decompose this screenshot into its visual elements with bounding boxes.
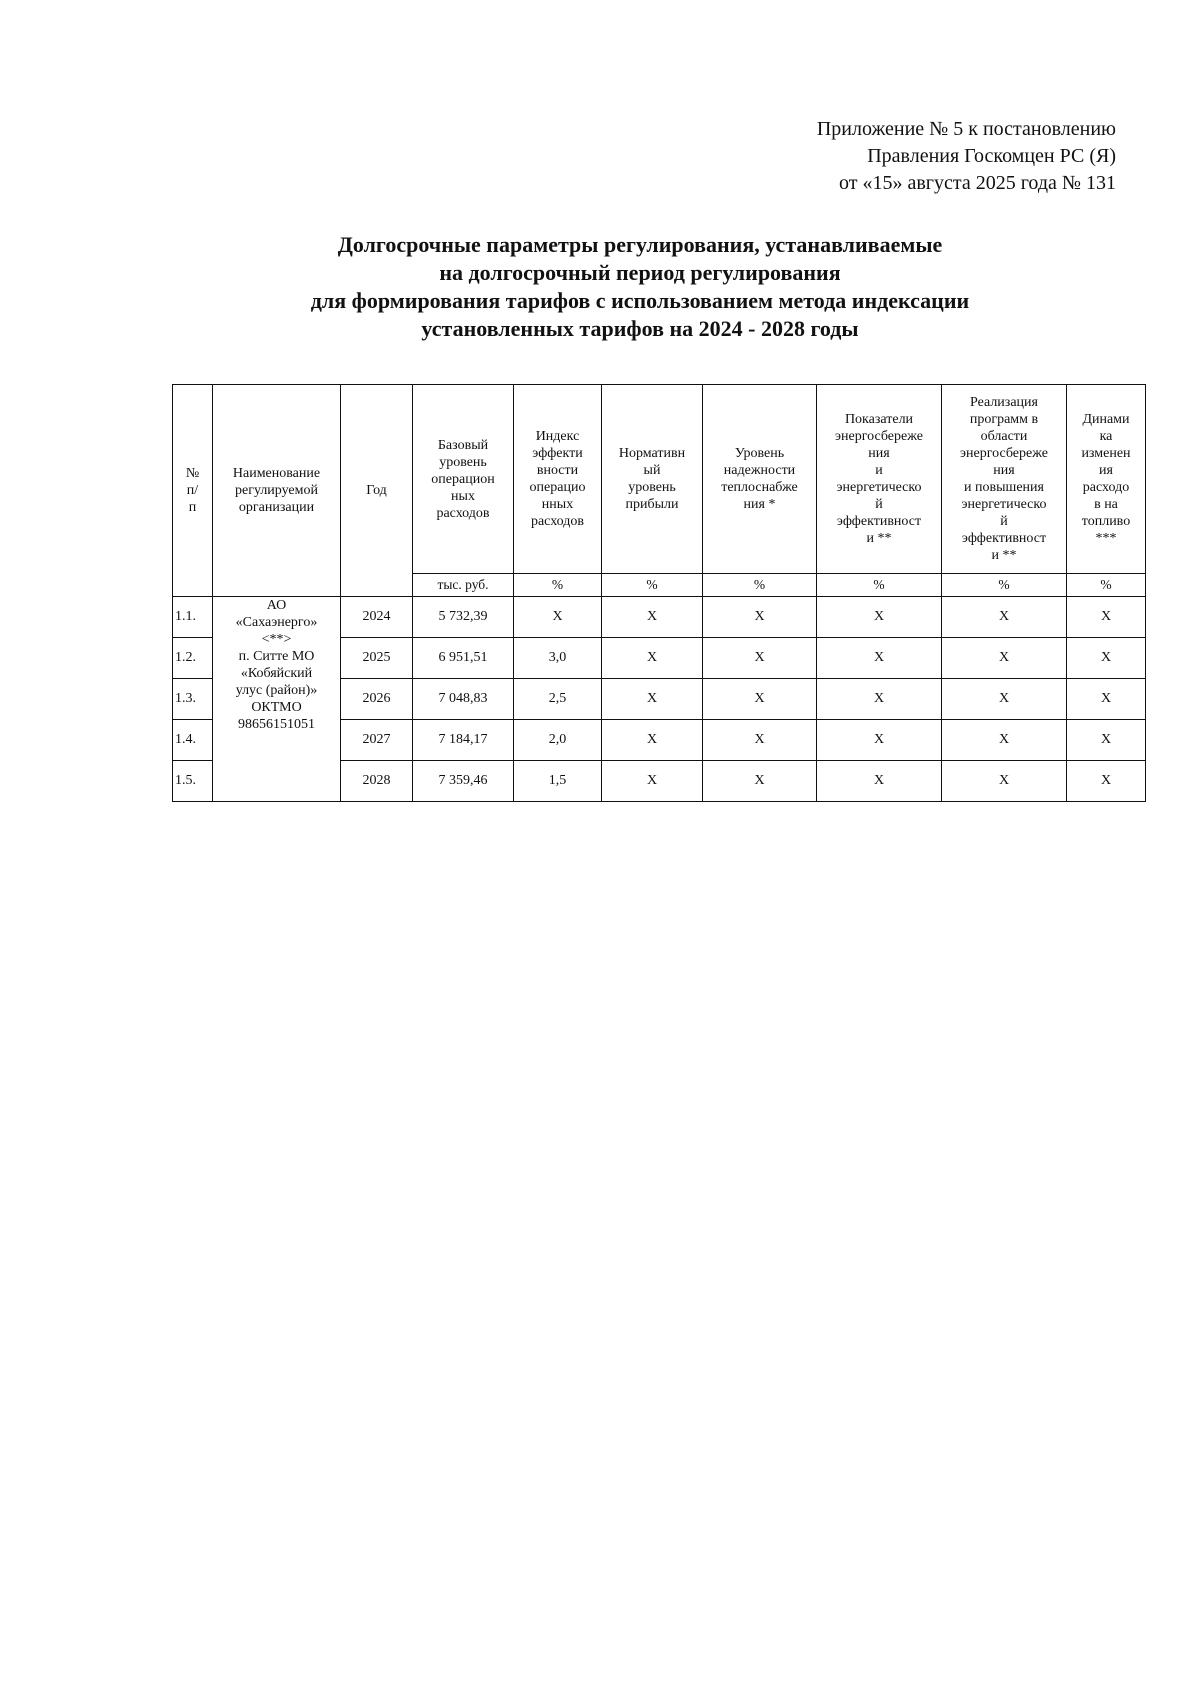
appendix-line: Приложение № 5 к постановлению — [816, 118, 1116, 140]
table-row — [173, 597, 1146, 638]
document-title — [170, 231, 1110, 343]
unit-energy-saving: % — [817, 574, 942, 597]
row-reliability: X — [703, 597, 817, 638]
header-efficiency-index: Индекс эффекти вности операцио нных расходов — [514, 385, 602, 574]
row-programs: X — [942, 720, 1067, 761]
row-energy-saving: X — [817, 679, 942, 720]
row-profit-level: X — [602, 761, 703, 802]
row-index: 1.2. — [173, 638, 213, 679]
row-fuel-dynamics: X — [1067, 597, 1146, 638]
header-row — [173, 385, 1146, 574]
unit-profit-level: % — [602, 574, 703, 597]
row-index: 1.1. — [173, 597, 213, 638]
row-fuel-dynamics: X — [1067, 720, 1146, 761]
title-line: Долгосрочные параметры регулирования, устанавливаемые — [337, 232, 943, 257]
row-profit-level: X — [602, 720, 703, 761]
row-fuel-dynamics: X — [1067, 679, 1146, 720]
title-line: установленных тарифов на 2024 - 2028 годы — [421, 316, 859, 341]
row-year: 2027 — [341, 720, 413, 761]
header-reliability: Уровень надежности теплоснабже ния * — [703, 385, 817, 574]
row-year: 2026 — [341, 679, 413, 720]
row-fuel-dynamics: X — [1067, 638, 1146, 679]
row-base-opex: 7 184,17 — [413, 720, 514, 761]
row-reliability: X — [703, 638, 817, 679]
row-efficiency-index: 2,5 — [514, 679, 602, 720]
appendix-line: от «15» августа 2025 года № 131 — [838, 172, 1116, 194]
row-energy-saving: X — [817, 638, 942, 679]
row-efficiency-index: X — [514, 597, 602, 638]
header-profit-level: Нормативн ый уровень прибыли — [602, 385, 703, 574]
row-reliability: X — [703, 720, 817, 761]
row-profit-level: X — [602, 597, 703, 638]
header-energy-saving: Показатели энергосбереже ния и энергетическо й эффективност и ** — [817, 385, 942, 574]
row-year: 2024 — [341, 597, 413, 638]
row-programs: X — [942, 597, 1067, 638]
unit-fuel-dynamics: % — [1067, 574, 1146, 597]
appendix-line: Правления Госкомцен РС (Я) — [867, 145, 1116, 167]
title-line: для формирования тарифов с использованием метода индексации — [310, 288, 970, 313]
row-programs: X — [942, 679, 1067, 720]
row-efficiency-index: 2,0 — [514, 720, 602, 761]
header-organization: Наименование регулируемой организации — [213, 385, 341, 597]
row-programs: X — [942, 761, 1067, 802]
header-programs: Реализация программ в области энергосбереже ния и повышения энергетическо й эффективност и ** — [942, 385, 1067, 574]
unit-base-opex: тыс. руб. — [413, 574, 514, 597]
row-efficiency-index: 1,5 — [514, 761, 602, 802]
unit-programs: % — [942, 574, 1067, 597]
header-base-opex: Базовый уровень операцион ных расходов — [413, 385, 514, 574]
header-year: Год — [341, 385, 413, 597]
row-base-opex: 5 732,39 — [413, 597, 514, 638]
row-energy-saving: X — [817, 597, 942, 638]
row-programs: X — [942, 638, 1067, 679]
row-fuel-dynamics: X — [1067, 761, 1146, 802]
header-fuel-dynamics: Динами ка изменен ия расходо в на топливо *** — [1067, 385, 1146, 574]
row-index: 1.3. — [173, 679, 213, 720]
row-efficiency-index: 3,0 — [514, 638, 602, 679]
row-index: 1.5. — [173, 761, 213, 802]
header-index: № п/ п — [173, 385, 213, 597]
row-year: 2025 — [341, 638, 413, 679]
row-energy-saving: X — [817, 761, 942, 802]
row-year: 2028 — [341, 761, 413, 802]
title-line: на долгосрочный период регулирования — [439, 260, 841, 285]
row-base-opex: 7 048,83 — [413, 679, 514, 720]
row-reliability: X — [703, 679, 817, 720]
parameters-table — [172, 384, 1146, 802]
row-profit-level: X — [602, 679, 703, 720]
row-profit-level: X — [602, 638, 703, 679]
row-base-opex: 7 359,46 — [413, 761, 514, 802]
appendix-reference — [596, 116, 1116, 197]
unit-reliability: % — [703, 574, 817, 597]
unit-efficiency-index: % — [514, 574, 602, 597]
organization-name: АО «Сахаэнерго» <**> п. Ситте МО «Кобяйский улус (район)» ОКТМО 98656151051 — [213, 597, 341, 802]
row-index: 1.4. — [173, 720, 213, 761]
row-reliability: X — [703, 761, 817, 802]
row-base-opex: 6 951,51 — [413, 638, 514, 679]
row-energy-saving: X — [817, 720, 942, 761]
